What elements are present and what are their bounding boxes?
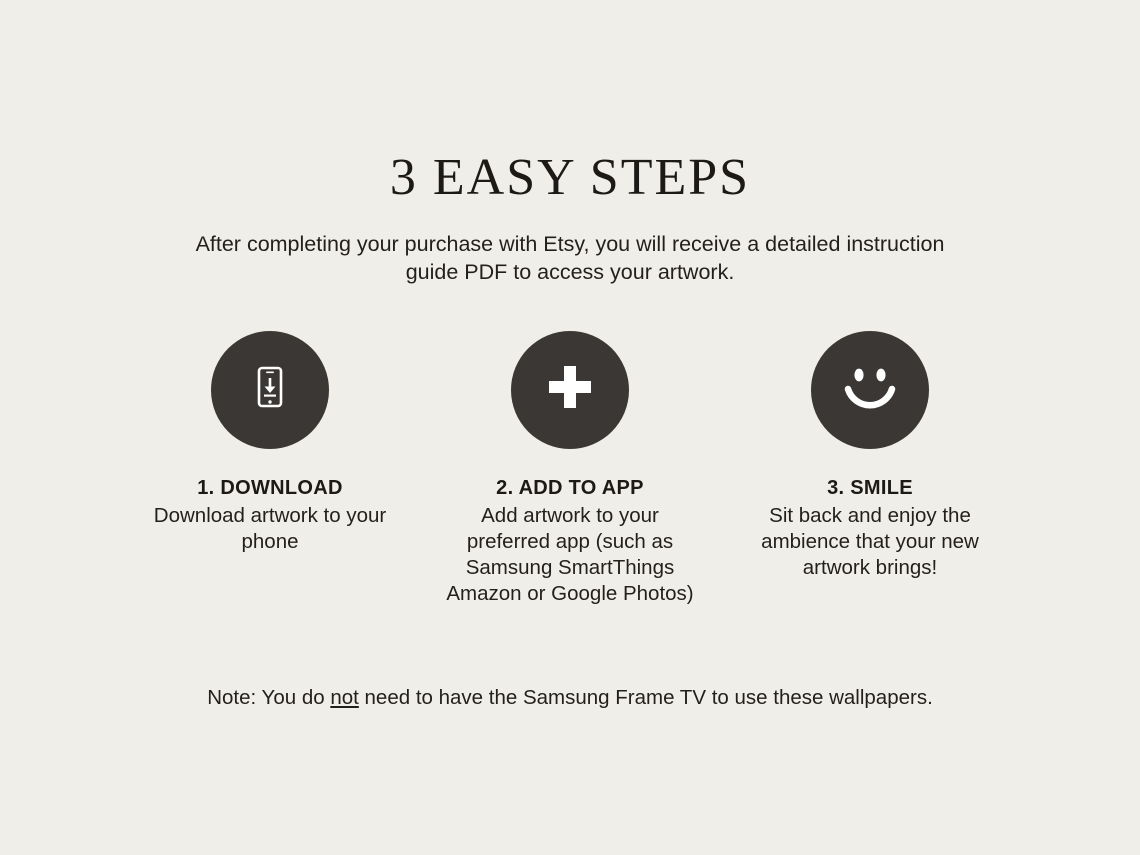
step-body: Add artwork to your preferred app (such as Samsung SmartThings Amazon or Google Photos)	[446, 503, 694, 606]
note-emphasis: not	[330, 686, 359, 709]
step-body: Download artwork to your phone	[153, 503, 387, 553]
step-heading: 1. DOWNLOAD	[197, 476, 343, 499]
footer-note	[0, 686, 1140, 710]
step-icon-circle	[811, 331, 929, 449]
steps-row	[0, 331, 1140, 608]
step-heading: 2. ADD TO APP	[496, 476, 644, 499]
step-smile	[720, 331, 1020, 582]
intro-text: After completing your purchase with Etsy, you will receive a detailed instruction guide PDF to access your artwork.	[195, 232, 945, 285]
note-suffix: need to have the Samsung Frame TV to use these wallpapers.	[358, 686, 933, 709]
plus-icon	[539, 356, 601, 423]
step-body: Sit back and enjoy the ambience that your new artwork brings!	[761, 503, 979, 580]
phone-download-icon	[243, 360, 297, 419]
step-add-to-app	[420, 331, 720, 608]
step-icon-circle	[511, 331, 629, 449]
page-title: 3 EASY STEPS	[389, 149, 751, 206]
note-prefix: Note: You do	[207, 686, 331, 709]
step-heading: 3. SMILE	[827, 476, 913, 499]
step-download	[120, 331, 420, 555]
step-icon-circle	[211, 331, 329, 449]
smiley-face-icon	[834, 351, 906, 428]
